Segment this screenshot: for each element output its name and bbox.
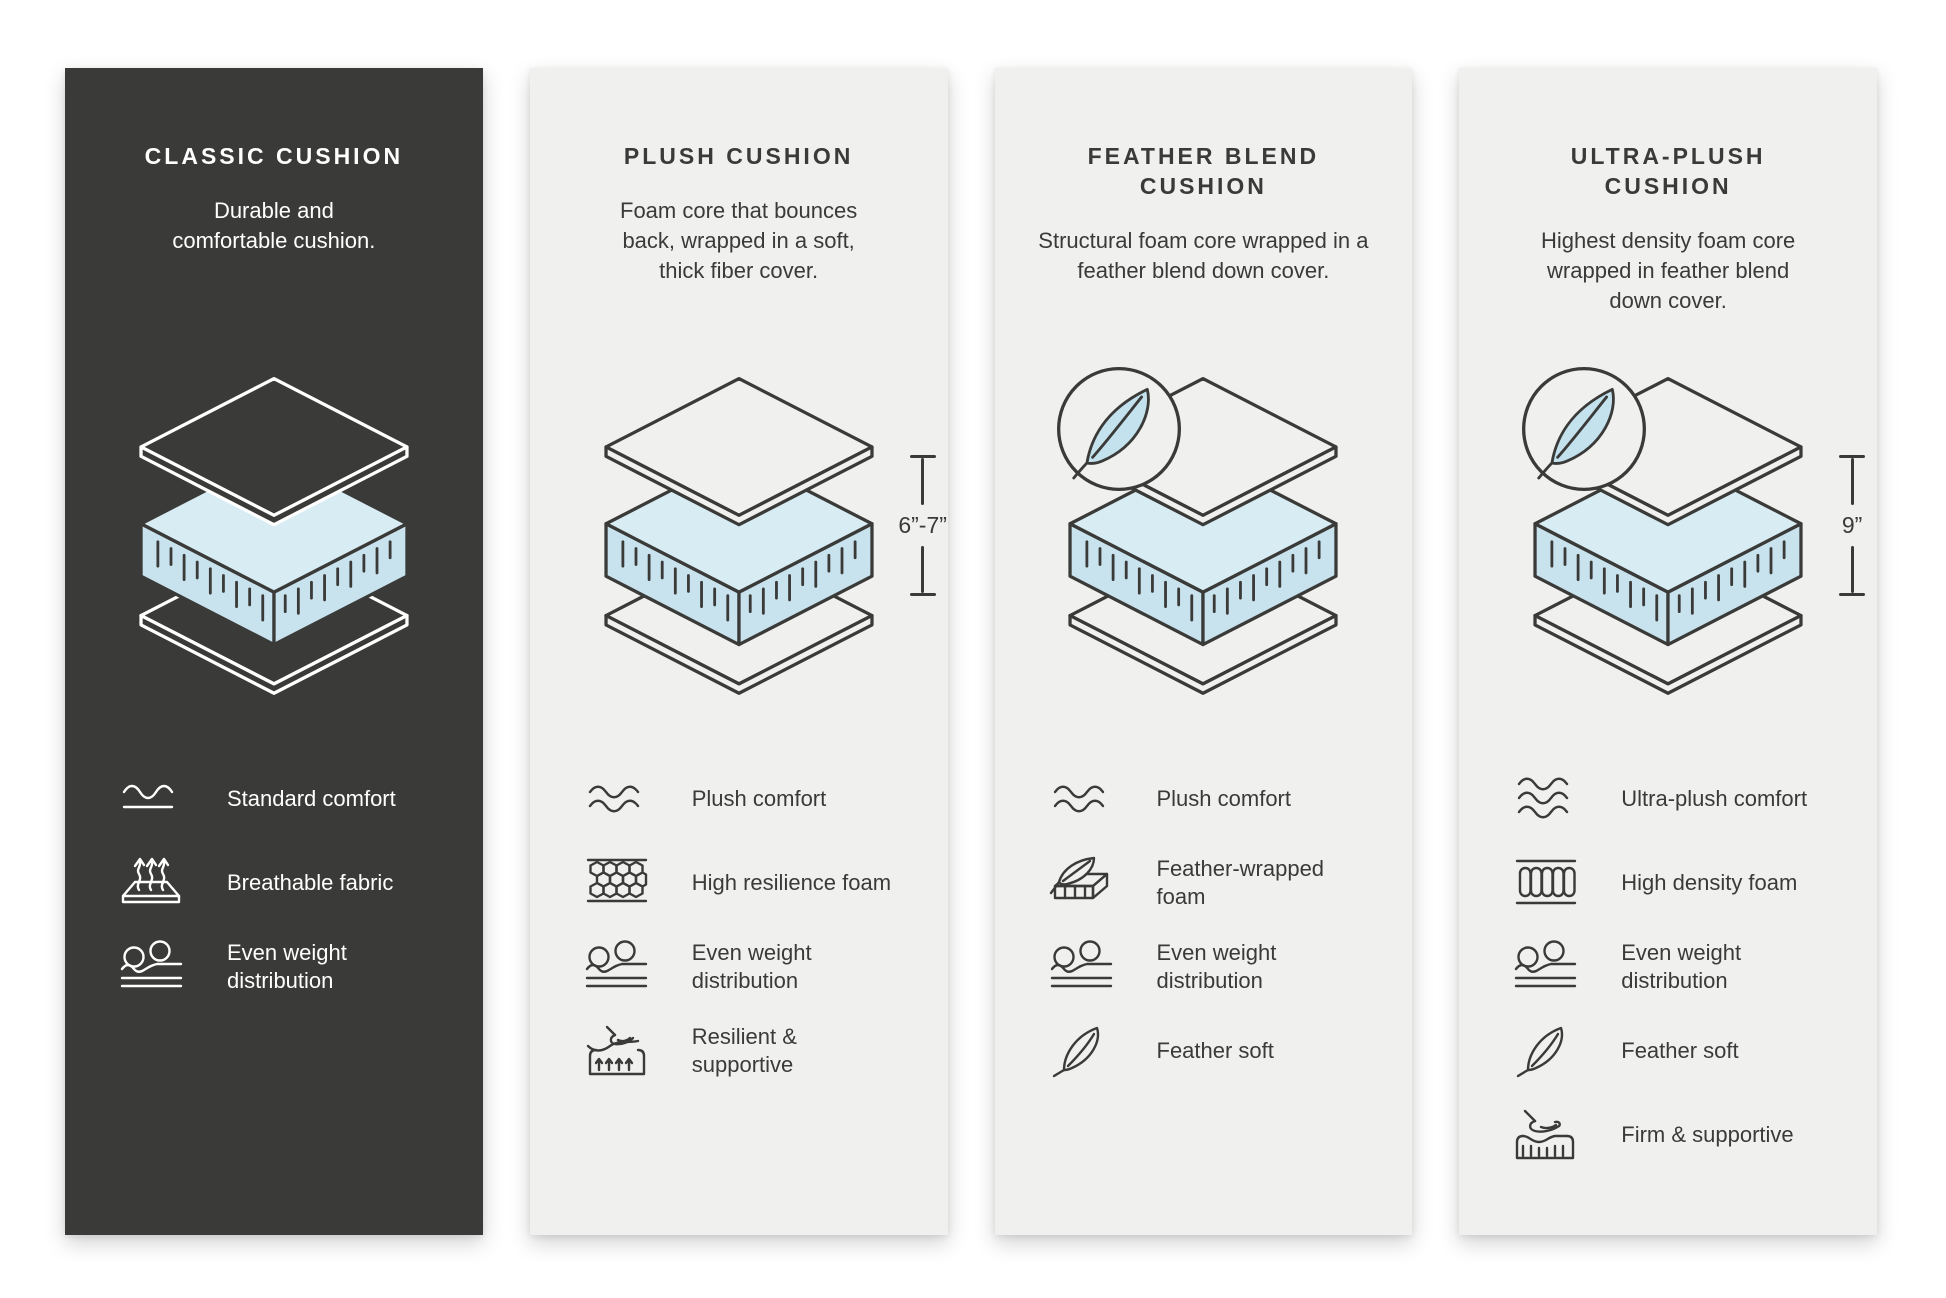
feather-foam-icon [1049, 855, 1115, 911]
feather-blend-cushion-card [995, 68, 1413, 1235]
high-density-foam-icon [1513, 855, 1579, 911]
feature-label: Even weight distribution [691, 939, 812, 993]
feature-row [1049, 770, 1387, 828]
feather-badge-icon [1053, 363, 1185, 495]
measure-cap [1839, 593, 1865, 596]
cushion-illustration [530, 340, 948, 730]
feature-row [1513, 854, 1851, 912]
card-header [1459, 68, 1877, 334]
measure-line [1851, 458, 1854, 505]
feature-row [584, 854, 922, 912]
even-weight-icon [584, 939, 650, 995]
thickness-measure [1830, 455, 1874, 596]
cushion-illustration [1459, 340, 1877, 730]
card-board [65, 68, 1877, 1235]
feature-row [1049, 938, 1387, 996]
card-description: Structural foam core wrapped in a feather blend down cover. [1038, 227, 1369, 283]
layered-cushion-icon [589, 373, 889, 697]
classic-cushion-card [65, 68, 483, 1235]
double-wave-icon [1049, 771, 1115, 827]
single-wave-icon [119, 771, 185, 827]
feature-label: Resilient & supportive [691, 1023, 797, 1077]
feature-label: Breathable fabric [227, 869, 394, 895]
thickness-value: 9” [1841, 512, 1863, 538]
feature-row [1049, 854, 1387, 912]
even-weight-icon [1049, 939, 1115, 995]
even-weight-icon [119, 939, 185, 995]
feature-row [584, 770, 922, 828]
resilient-support-icon [584, 1023, 650, 1079]
feature-row [119, 938, 457, 996]
feature-label: Ultra-plush comfort [1621, 785, 1808, 811]
feature-row [1513, 1022, 1851, 1080]
feature-label: Even weight distribution [1621, 939, 1742, 993]
thickness-value: 6”-7” [898, 512, 947, 538]
measure-line [921, 546, 924, 593]
feature-label: Feather-wrapped foam [1156, 855, 1325, 909]
feature-label: Feather soft [1156, 1037, 1274, 1063]
feature-label: High resilience foam [691, 869, 892, 895]
feather-icon [1049, 1023, 1115, 1079]
feature-row [584, 938, 922, 996]
cushion-illustration [995, 340, 1413, 730]
triple-wave-icon [1513, 771, 1579, 827]
feature-label: Standard comfort [227, 785, 396, 811]
feature-row [1513, 1106, 1851, 1164]
feather-icon [1513, 1023, 1579, 1079]
even-weight-icon [1513, 939, 1579, 995]
feature-label: Plush comfort [691, 785, 827, 811]
card-title: CLASSIC CUSHION [144, 143, 404, 169]
feature-row [1513, 938, 1851, 996]
layered-cushion-icon [124, 373, 424, 697]
plush-cushion-card [530, 68, 948, 1235]
feature-list [530, 730, 948, 1106]
ultra-plush-cushion-card [1459, 68, 1877, 1235]
measure-cap [910, 593, 936, 596]
feature-list [1459, 730, 1877, 1190]
measure-line [1851, 546, 1854, 593]
feature-list [65, 730, 483, 1022]
card-header [65, 68, 483, 334]
card-title: PLUSH CUSHION [623, 143, 854, 169]
feature-label: Firm & supportive [1621, 1121, 1794, 1147]
feature-row [1513, 770, 1851, 828]
measure-line [921, 458, 924, 505]
feature-list [995, 730, 1413, 1106]
feature-row [584, 1022, 922, 1080]
honeycomb-foam-icon [584, 855, 650, 911]
breathable-fabric-icon [119, 855, 185, 911]
feather-badge-icon [1518, 363, 1650, 495]
cushion-illustration [65, 340, 483, 730]
firm-support-icon [1513, 1107, 1579, 1163]
feature-row [119, 770, 457, 828]
card-description: Foam core that bounces back, wrapped in a soft, thick fiber cover. [620, 197, 858, 283]
card-header [995, 68, 1413, 334]
feature-label: Plush comfort [1156, 785, 1291, 811]
feature-label: High density foam [1621, 869, 1798, 895]
feature-label: Even weight distribution [227, 939, 347, 993]
feature-row [1049, 1022, 1387, 1080]
card-description: Durable and comfortable cushion. [172, 197, 376, 253]
card-title: FEATHER BLEND CUSHION [1087, 143, 1320, 199]
card-header [530, 68, 948, 334]
thickness-measure [898, 455, 947, 596]
feature-label: Even weight distribution [1156, 939, 1277, 993]
double-wave-icon [584, 771, 650, 827]
card-description: Highest density foam core wrapped in feather blend down cover. [1540, 227, 1796, 313]
card-title: ULTRA-PLUSH CUSHION [1570, 143, 1766, 199]
feature-row [119, 854, 457, 912]
feature-label: Feather soft [1621, 1037, 1739, 1063]
